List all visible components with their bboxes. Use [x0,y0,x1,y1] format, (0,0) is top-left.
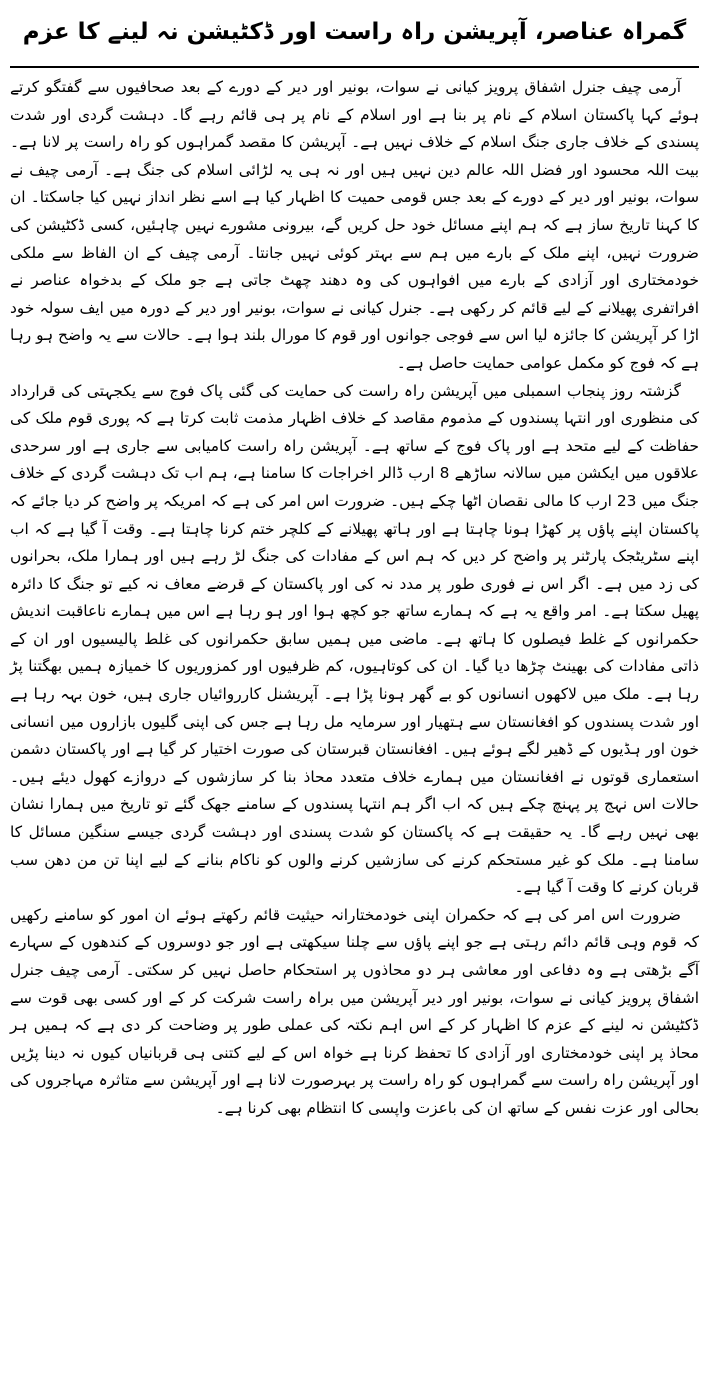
editorial-body [10,74,699,1123]
editorial-headline: گمراہ عناصر، آپریشن راہ راست اور ڈکٹیشن نہ لینے کا عزم [22,19,687,45]
paragraph-2: گزشتہ روز پنجاب اسمبلی میں آپریشن راہ راست کی حمایت کی گئی پاک فوج سے یکجہتی کی قرارداد کی منظوری اور انتہا پسندوں کے مذموم مقاصد کے خلاف اظہار مذمت ثابت کرتا ہے کہ پوری قوم ملک کی حفاظت کے لیے متحد ہے اور پاک فوج کے ساتھ ہے۔ آپریشن راہ راست کامیابی سے جاری ہے اور سرحدی علاقوں میں ایکشن میں سالانہ ساڑھے 8 ارب ڈالر اخراجات کا سامنا ہے، ہم اب تک دہشت گردی کے خلاف جنگ میں 23 ارب کا مالی نقصان اٹھا چکے ہیں۔ ضرورت اس امر کی ہے کہ امریکہ پر واضح کر دیا جائے کہ پاکستان اپنے پاؤں پر کھڑا ہونا چاہتا ہے اور ہاتھ پھیلانے کے کلچر ختم کرنا چاہتا ہے۔ وقت آ گیا ہے کہ اب اپنے سٹریٹجک پارٹنر پر واضح کر دیں کہ ہم اس کے مفادات کی جنگ لڑ رہے ہیں اور ہمارا ملک، بحرانوں کی زد میں ہے۔ اگر اس نے فوری طور پر مدد نہ کی اور پاکستان کے قرضے معاف نہ کیے تو جنگ کا دائرہ پھیل سکتا ہے۔ امر واقع یہ ہے کہ ہمارے ساتھ جو کچھ ہوا اور ہو رہا ہے اس میں ہمارے ناعاقبت اندیش حکمرانوں کے غلط فیصلوں کا ہاتھ ہے۔ ماضی میں ہمیں سابق حکمرانوں کی غلط پالیسیوں اور ان کے ذاتی مفادات کی بھینٹ چڑھا دیا گیا۔ ان کی کوتاہیوں، کم ظرفیوں اور کمزوریوں کا خمیازہ ہمیں بھگتنا پڑ رہا ہے۔ ملک میں لاکھوں انسانوں کو بے گھر ہونا پڑا ہے۔ آپریشنل کارروائیاں جاری ہیں، خون بہہ رہا ہے اور شدت پسندوں کو افغانستان سے ہتھیار اور سرمایہ مل رہا ہے جس کی اپنی گلیوں بازاروں میں انسانی خون اور ہڈیوں کے ڈھیر لگے ہوئے ہیں۔ افغانستان قبرستان کی صورت اختیار کر گیا ہے اور پاکستان دشمن استعماری قوتوں نے افغانستان میں ہمارے خلاف متعدد محاذ بنا کر سازشوں کے دروازے کھول دیئے ہیں۔ حالات اس نہج پر پہنچ چکے ہیں کہ اب اگر ہم انتہا پسندوں کے سامنے جھک گئے تو تاریخ میں ہمارا نشان بھی نہیں رہے گا۔ یہ حقیقت ہے کہ پاکستان کو شدت پسندی اور دہشت گردی جیسے سنگین مسائل کا سامنا ہے۔ ملک کو غیر مستحکم کرنے کی سازشیں کرنے والوں کو ناکام بنانے کے لیے اپنا تن من دھن سب قربان کرنے کا وقت آ گیا ہے۔ [10,381,699,897]
paragraph-1: آرمی چیف جنرل اشفاق پرویز کیانی نے سوات، بونیر اور دیر کے دورے کے بعد صحافیوں سے گفتگو کرتے ہوئے کہا پاکستان اسلام کے نام پر بنا ہے اور اسلام کے نام پر ہی قائم رہے گا۔ دہشت گردی اور شدت پسندی کے خلاف جاری جنگ اسلام کے خلاف نہیں ہے۔ آپریشن کا مقصد گمراہوں کو راہ راست پر لانا ہے۔ بیت اللہ محسود اور فضل اللہ عالم دین نہیں ہیں اور نہ ہی یہ لڑائی اسلام کی جنگ ہے۔ آرمی چیف نے سوات، بونیر اور دیر کے دورے کے بعد جس قومی حمیت کا اظہار کیا ہے اسے نظر انداز نہیں کیا جاسکتا۔ ان کا کہنا تاریخ ساز ہے کہ ہم اپنے مسائل خود حل کریں گے، بیرونی مشورے نہیں چاہئیں، کسی ڈکٹیشن کی ضرورت نہیں، اپنے ملک کے بارے میں ہم سے بہتر کوئی نہیں جانتا۔ آرمی چیف کے ان الفاظ سے ملکی خودمختاری اور آزادی کے بارے میں افواہوں کی وہ دھند چھٹ جاتی ہے جو ملک کے بدخواہ عناصر نے افراتفری پھیلانے کے لیے قائم کر رکھی ہے۔ جنرل کیانی نے سوات، بونیر اور دیر کے دورہ میں ایف سولہ خود اڑا کر آپریشن کا جائزہ لیا اس سے فوجی جوانوں اور قوم کا مورال بلند ہوا ہے۔ حالات سے یہ واضح ہو رہا ہے کہ فوج کو مکمل عوامی حمایت حاصل ہے۔ [10,78,699,372]
paragraph-3: ضرورت اس امر کی ہے کہ حکمران اپنی خودمختارانہ حیثیت قائم رکھتے ہوئے ان امور کو سامنے رکھیں کہ قوم وہی قائم دائم رہتی ہے جو اپنے پاؤں سے چلنا سیکھتی ہے اور جو دوسروں کے کندھوں کے سہارے آگے بڑھتی ہے وہ دفاعی اور معاشی ہر دو محاذوں پر استحکام حاصل نہیں کر سکتی۔ آرمی چیف جنرل اشفاق پرویز کیانی نے سوات، بونیر اور دیر آپریشن میں براہ راست شرکت کر کے اور کسی بھی قوت سے ڈکٹیشن نہ لینے کے عزم کا اظہار کر کے اس اہم نکتہ کی عملی طور پر وضاحت کر دی ہے کہ ہمیں ہر محاذ پر اپنی خودمختاری اور آزادی کا تحفظ کرنا ہے خواہ اس کے لیے کتنی ہی قربانیاں کیوں نہ دینا پڑیں اور آپریشن راہ راست سے گمراہوں کو راہ راست پر بہرصورت لانا ہے اور آپریشن سے متاثرہ مہاجروں کی بحالی اور عزت نفس کے ساتھ ان کی باعزت واپسی کا انتظام بھی کرنا ہے۔ [10,905,699,1117]
headline-divider [10,66,699,68]
